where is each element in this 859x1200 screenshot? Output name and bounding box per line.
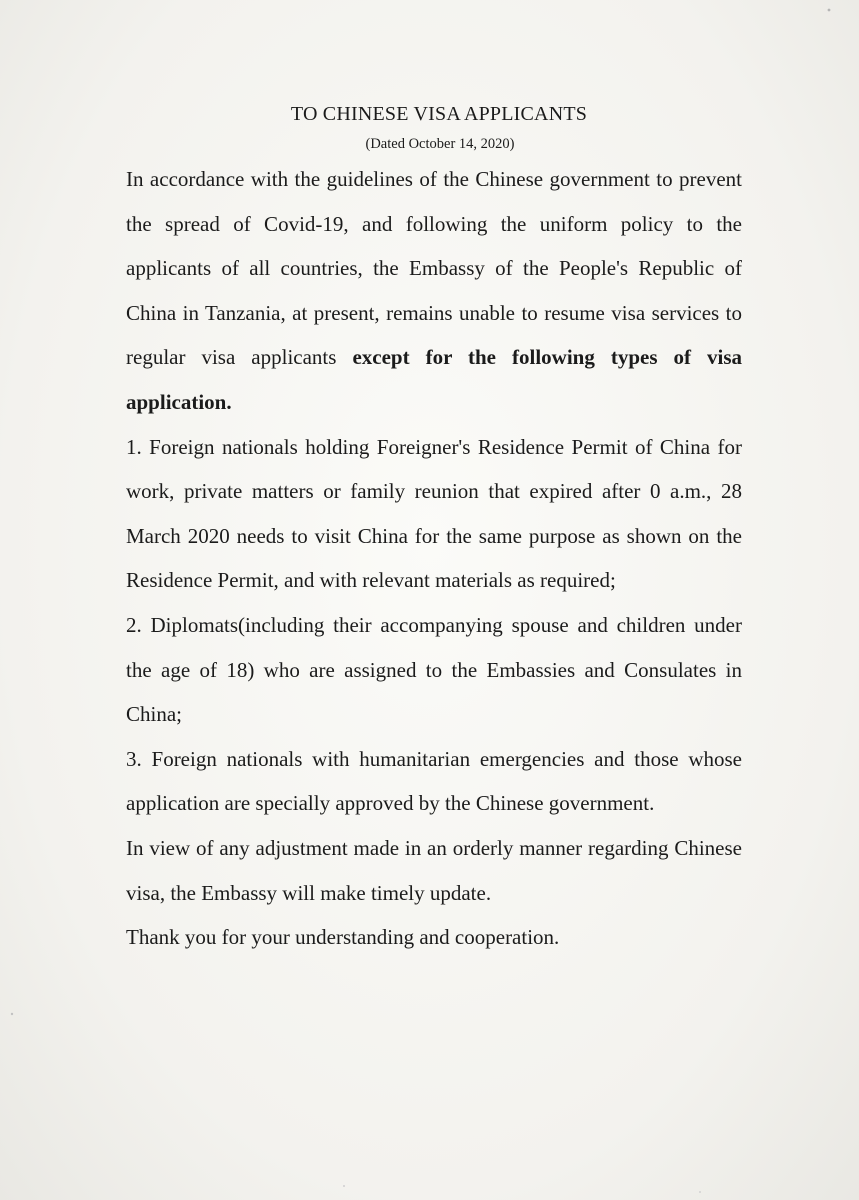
intro-text: In accordance with the guidelines of the Chinese government to prevent the spread of Covid-19, and following the uniform policy to the applicants of all countries, the Embassy of the People's Republic of China in Tanzania, at present, remains unable to resume visa services to regular visa applicants bbox=[126, 167, 742, 370]
intro-bold-text: except for the following types of visa application. bbox=[126, 345, 742, 414]
list-item-1: 1. Foreign nationals holding Foreigner's Residence Permit of China for work, private matters or family reunion that expired after 0 a.m., 28 March 2020 needs to visit China for the same purpose as shown on the Residence Permit, and with relevant materials as required; bbox=[126, 434, 742, 593]
notice-document bbox=[126, 100, 742, 960]
list-item-3: 3. Foreign nationals with humanitarian emergencies and those whose application are specially approved by the Chinese government. bbox=[126, 746, 742, 816]
notice-date: (Dated October 14, 2020) bbox=[365, 136, 515, 152]
adjustment-paragraph: In view of any adjustment made in an orderly manner regarding Chinese visa, the Embassy will make timely update. bbox=[126, 835, 742, 905]
intro-paragraph bbox=[126, 157, 742, 425]
notice-title: TO CHINESE VISA APPLICANTS bbox=[290, 103, 588, 125]
closing-paragraph: Thank you for your understanding and cooperation. bbox=[126, 925, 560, 950]
list-item-2: 2. Diplomats(including their accompanying spouse and children under the age of 18) who are assigned to the Embassies and Consulates in China; bbox=[126, 612, 742, 727]
